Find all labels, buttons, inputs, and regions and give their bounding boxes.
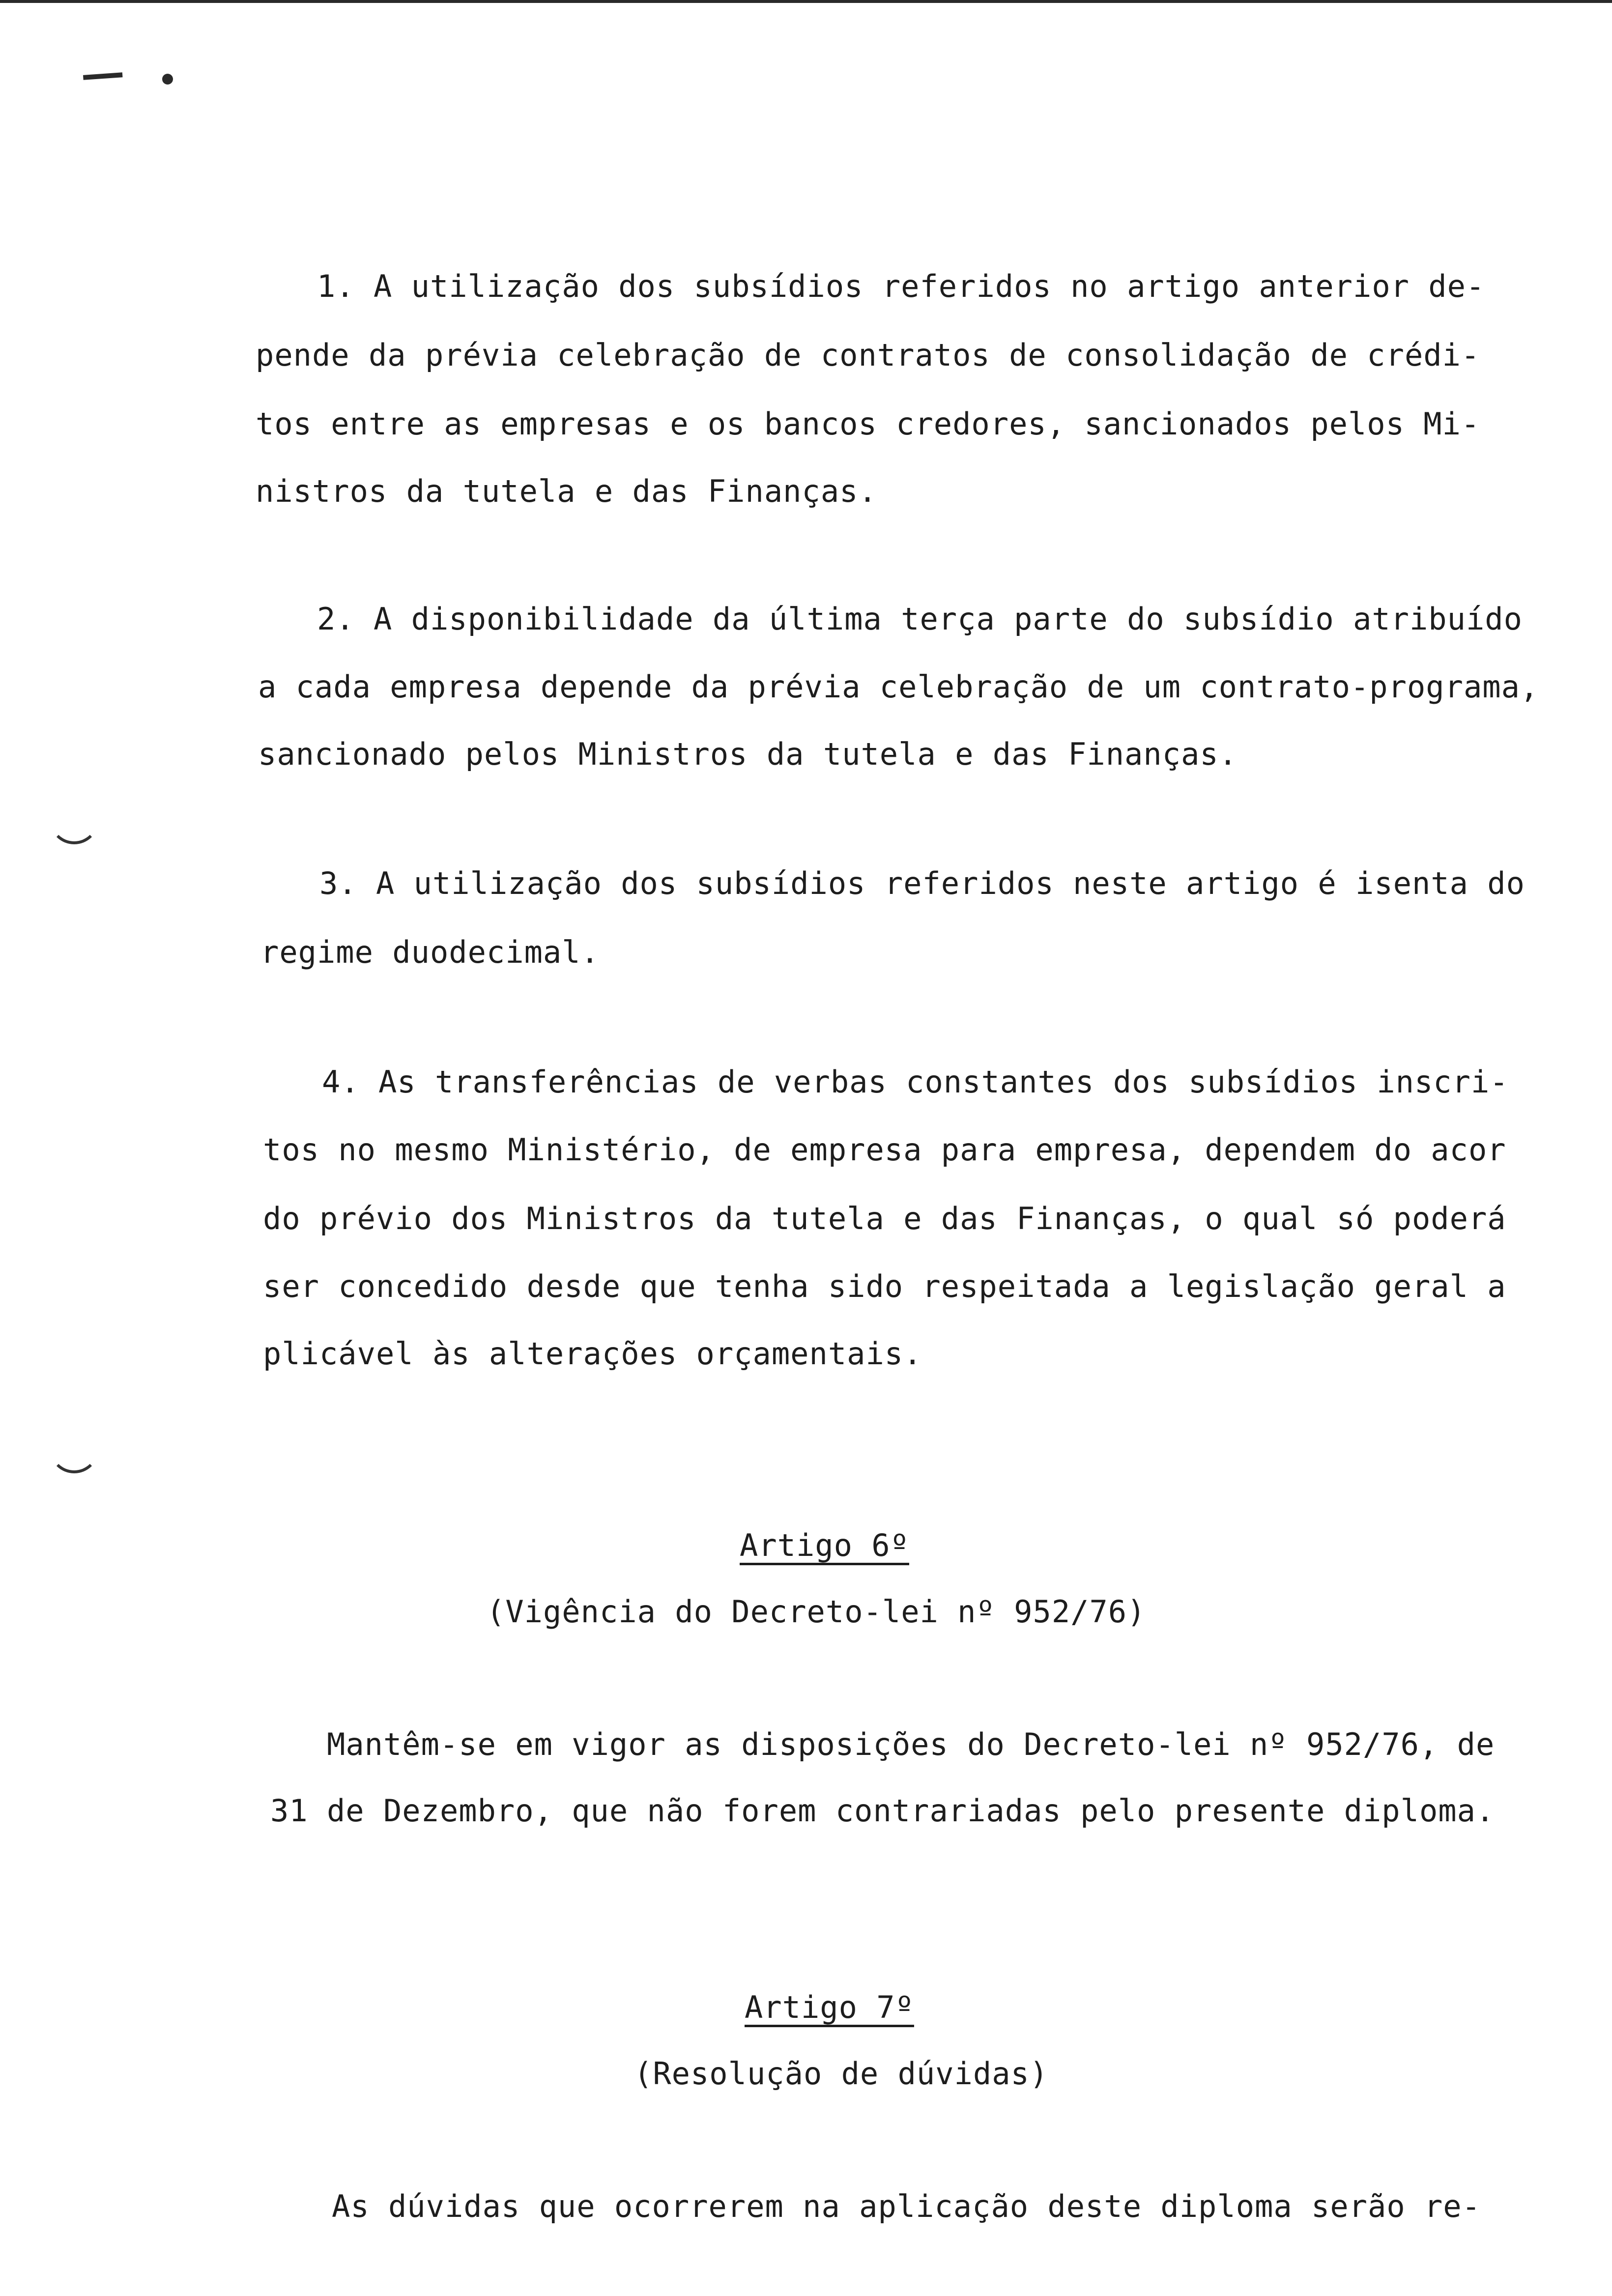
paragraph-4-line-2: tos no mesmo Ministério, de empresa para empresa, dependem do acor xyxy=(263,1132,1506,1168)
punch-hole-mark-lower xyxy=(49,1445,99,1473)
corner-dot-mark xyxy=(162,74,173,85)
paragraph-4-line-1: 4. As transferências de verbas constantes dos subsídios inscri- xyxy=(322,1064,1509,1100)
paragraph-4-line-4: ser concedido desde que tenha sido respeitada a legislação geral a xyxy=(263,1268,1506,1304)
article-7-title: Artigo 7º xyxy=(745,1989,914,2025)
article-6-line-2: 31 de Dezembro, que não forem contrariadas pelo presente diploma. xyxy=(270,1793,1495,1829)
punch-hole-mark-upper xyxy=(49,816,99,844)
article-6-line-1: Mantêm-se em vigor as disposições do Decreto-lei nº 952/76, de xyxy=(327,1726,1495,1762)
paragraph-3-line-1: 3. A utilização dos subsídios referidos neste artigo é isenta do xyxy=(319,865,1525,901)
paragraph-4-line-5: plicável às alterações orçamentais. xyxy=(263,1336,922,1372)
article-6-subtitle: (Vigência do Decreto-lei nº 952/76) xyxy=(487,1594,1146,1630)
corner-scribble-mark xyxy=(83,72,123,91)
paragraph-2-line-1: 2. A disponibilidade da última terça parte do subsídio atribuído xyxy=(317,601,1523,637)
paragraph-2-line-3: sancionado pelos Ministros da tutela e das Finanças. xyxy=(258,736,1238,772)
article-7-line-1: As dúvidas que ocorrerem na aplicação deste diploma serão re- xyxy=(332,2188,1481,2224)
paragraph-2-line-2: a cada empresa depende da prévia celebração de um contrato-programa, xyxy=(258,669,1539,705)
paragraph-1-line-1: 1. A utilização dos subsídios referidos no artigo anterior de- xyxy=(317,268,1485,304)
paragraph-3-line-2: regime duodecimal. xyxy=(260,934,600,970)
paragraph-1-line-3: tos entre as empresas e os bancos credores, sancionados pelos Mi- xyxy=(256,406,1480,442)
article-7-subtitle: (Resolução de dúvidas) xyxy=(634,2056,1049,2092)
article-6-title: Artigo 6º xyxy=(740,1527,909,1563)
paragraph-4-line-3: do prévio dos Ministros da tutela e das Finanças, o qual só poderá xyxy=(263,1201,1506,1236)
top-border-rule xyxy=(0,0,1612,3)
paragraph-1-line-2: pende da prévia celebração de contratos de consolidação de crédi- xyxy=(256,337,1480,373)
paragraph-1-line-4: nistros da tutela e das Finanças. xyxy=(256,473,877,509)
